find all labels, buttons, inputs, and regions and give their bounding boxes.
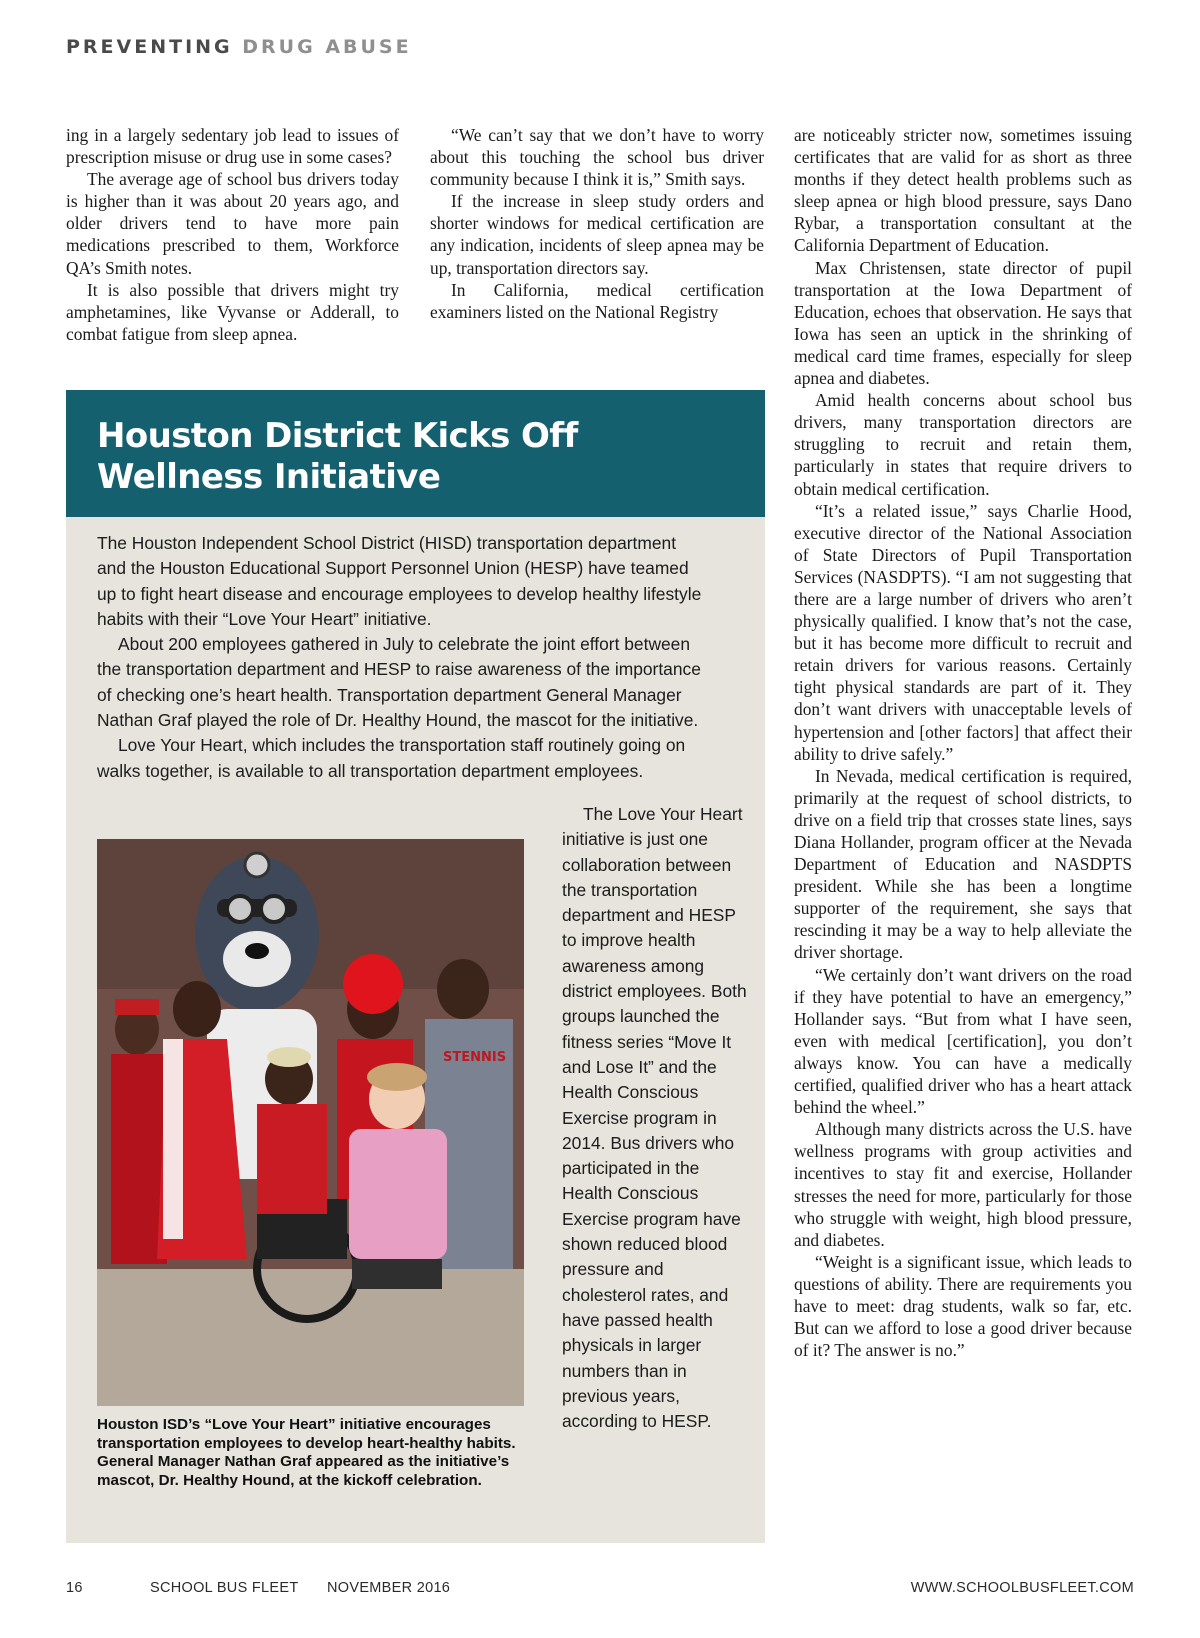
- section-label: [66, 36, 412, 58]
- sidebar-paragraph: About 200 employees gathered in July to celebrate the joint effort between the transportation department and HESP to raise awareness of the importance of checking one’s heart health. Transportation department General Manager Nathan Graf played the role of Dr. Healthy Hound, the mascot for the initiative.: [97, 634, 701, 731]
- article-paragraph: are noticeably stricter now, sometimes issuing certificates that are valid for as short as three months if they detect health problems such as sleep apnea or high blood pressure, says Dano Rybar, a transportation consultant at the California Department of Education.: [794, 125, 1132, 256]
- publication-name: SCHOOL BUS FLEET: [150, 1580, 299, 1596]
- article-paragraph: “Weight is a significant issue, which leads to questions of ability. There are requirements you have to meet: drag students, walk so far, etc. But can we afford to lose a good driver because of it? The answer is no.”: [794, 1251, 1132, 1361]
- article-paragraph: Amid health concerns about school bus drivers, many transportation directors are struggling to recruit and retain them, particularly in states that require drivers to obtain medical certification.: [794, 390, 1132, 499]
- article-paragraph: If the increase in sleep study orders and shorter windows for medical certification are any indication, incidents of sleep apnea may be up, transportation directors say.: [430, 191, 764, 278]
- article-column-1: [66, 124, 399, 345]
- page-number: 16: [66, 1580, 83, 1596]
- article-paragraph: In California, medical certification examiners listed on the National Registry: [430, 279, 764, 322]
- article-column-2: [430, 124, 764, 323]
- sidebar-title: Houston District Kicks Off Wellness Initiative: [97, 416, 578, 497]
- article-paragraph: ing in a largely sedentary job lead to issues of prescription misuse or drug use in some cases?: [66, 125, 399, 168]
- sidebar-paragraph: The Houston Independent School District (HISD) transportation department and the Houston Educational Support Personnel Union (HESP) have teamed up to fight heart disease and encourage employees to develop healthy lifestyle habits with their “Love Your Heart” initiative.: [97, 533, 702, 629]
- article-paragraph: Max Christensen, state director of pupil transportation at the Iowa Department of Education, echoes that observation. He says that Iowa has seen an uptick in the shrinking of medical card time frames, especially for sleep apnea and diabetes.: [794, 257, 1132, 389]
- article-paragraph: It is also possible that drivers might try amphetamines, like Vyvanse or Adderall, to combat fatigue from sleep apnea.: [66, 279, 399, 344]
- article-paragraph: “We can’t say that we don’t have to worry about this touching the school bus driver community because I think it is,” Smith says.: [430, 125, 764, 190]
- article-paragraph: Although many districts across the U.S. have wellness programs with group activities and incentives to stay fit and exercise, Hollander stresses the need for more, particularly for those who struggle with weight, high blood pressure, and diabetes.: [794, 1119, 1132, 1250]
- article-paragraph: The average age of school bus drivers today is higher than it was about 20 years ago, and older drivers tend to have more pain medications prescribed to them, Workforce QA’s Smith notes.: [66, 169, 399, 278]
- sidebar-header: [66, 390, 765, 517]
- sidebar-side-text: [562, 802, 752, 1434]
- event-photo-illustration: [97, 839, 524, 1406]
- event-photo: [97, 839, 524, 1406]
- section-label-secondary: DRUG ABUSE: [242, 36, 412, 58]
- article-paragraph: “We certainly don’t want drivers on the road if they have potential to have an emergency,” Hollander says. “But from what I have seen, even with medical [certification], you don’t always know. You can have a medically certified, qualified driver who has a heart attack behind the wheel.”: [794, 964, 1132, 1118]
- photo-caption: Houston ISD’s “Love Your Heart” initiative encourages transportation employees to develop heart-healthy habits. General Manager Nathan Graf appeared as the initiative’s mascot, Dr. Healthy Hound, at the kickoff celebration.: [97, 1416, 516, 1489]
- sidebar-paragraph: The Love Your Heart initiative is just one collaboration between the transportation department and HESP to improve health awareness among district employees. Both groups launched the fitness series “Move It and Lose It” and the Health Conscious Exercise program in 2014. Bus drivers who participated in the Health Conscious Exercise program have shown reduced blood pressure and cholesterol rates, and have passed health physicals in larger numbers than in previous years, according to HESP.: [562, 804, 747, 1432]
- photo-shirt-text: STENNIS: [443, 1050, 507, 1065]
- publication-url: WWW.SCHOOLBUSFLEET.COM: [910, 1580, 1134, 1596]
- sidebar-intro: [97, 531, 709, 784]
- issue-date: NOVEMBER 2016: [327, 1580, 451, 1596]
- sidebar-box: [66, 517, 765, 1543]
- article-paragraph: “It’s a related issue,” says Charlie Hood, executive director of the National Association of State Directors of Pupil Transportation Services (NASDPTS). “I am not suggesting that there are a large number of drivers who aren’t physically qualified. I know that’s not the case, but it has become more difficult to recruit and retain drivers for various reasons. Certainly tight physical standards are part of it. They don’t want drivers with unacceptable levels of hypertension and [other factors] that affect their ability to drive safely.”: [794, 500, 1132, 764]
- article-column-3: [794, 124, 1132, 1361]
- article-paragraph: In Nevada, medical certification is required, primarily at the request of school districts, to drive on a field trip that crosses state lines, says Diana Hollander, program officer at the Nevada Department of Education and NASDPTS president. While she has been a longtime supporter of the requirement, she says that rescinding it may be a way to help alleviate the driver shortage.: [794, 765, 1132, 963]
- section-label-primary: PREVENTING: [66, 36, 233, 58]
- sidebar-paragraph: Love Your Heart, which includes the transportation staff routinely going on walks together, is available to all transportation department employees.: [97, 735, 686, 781]
